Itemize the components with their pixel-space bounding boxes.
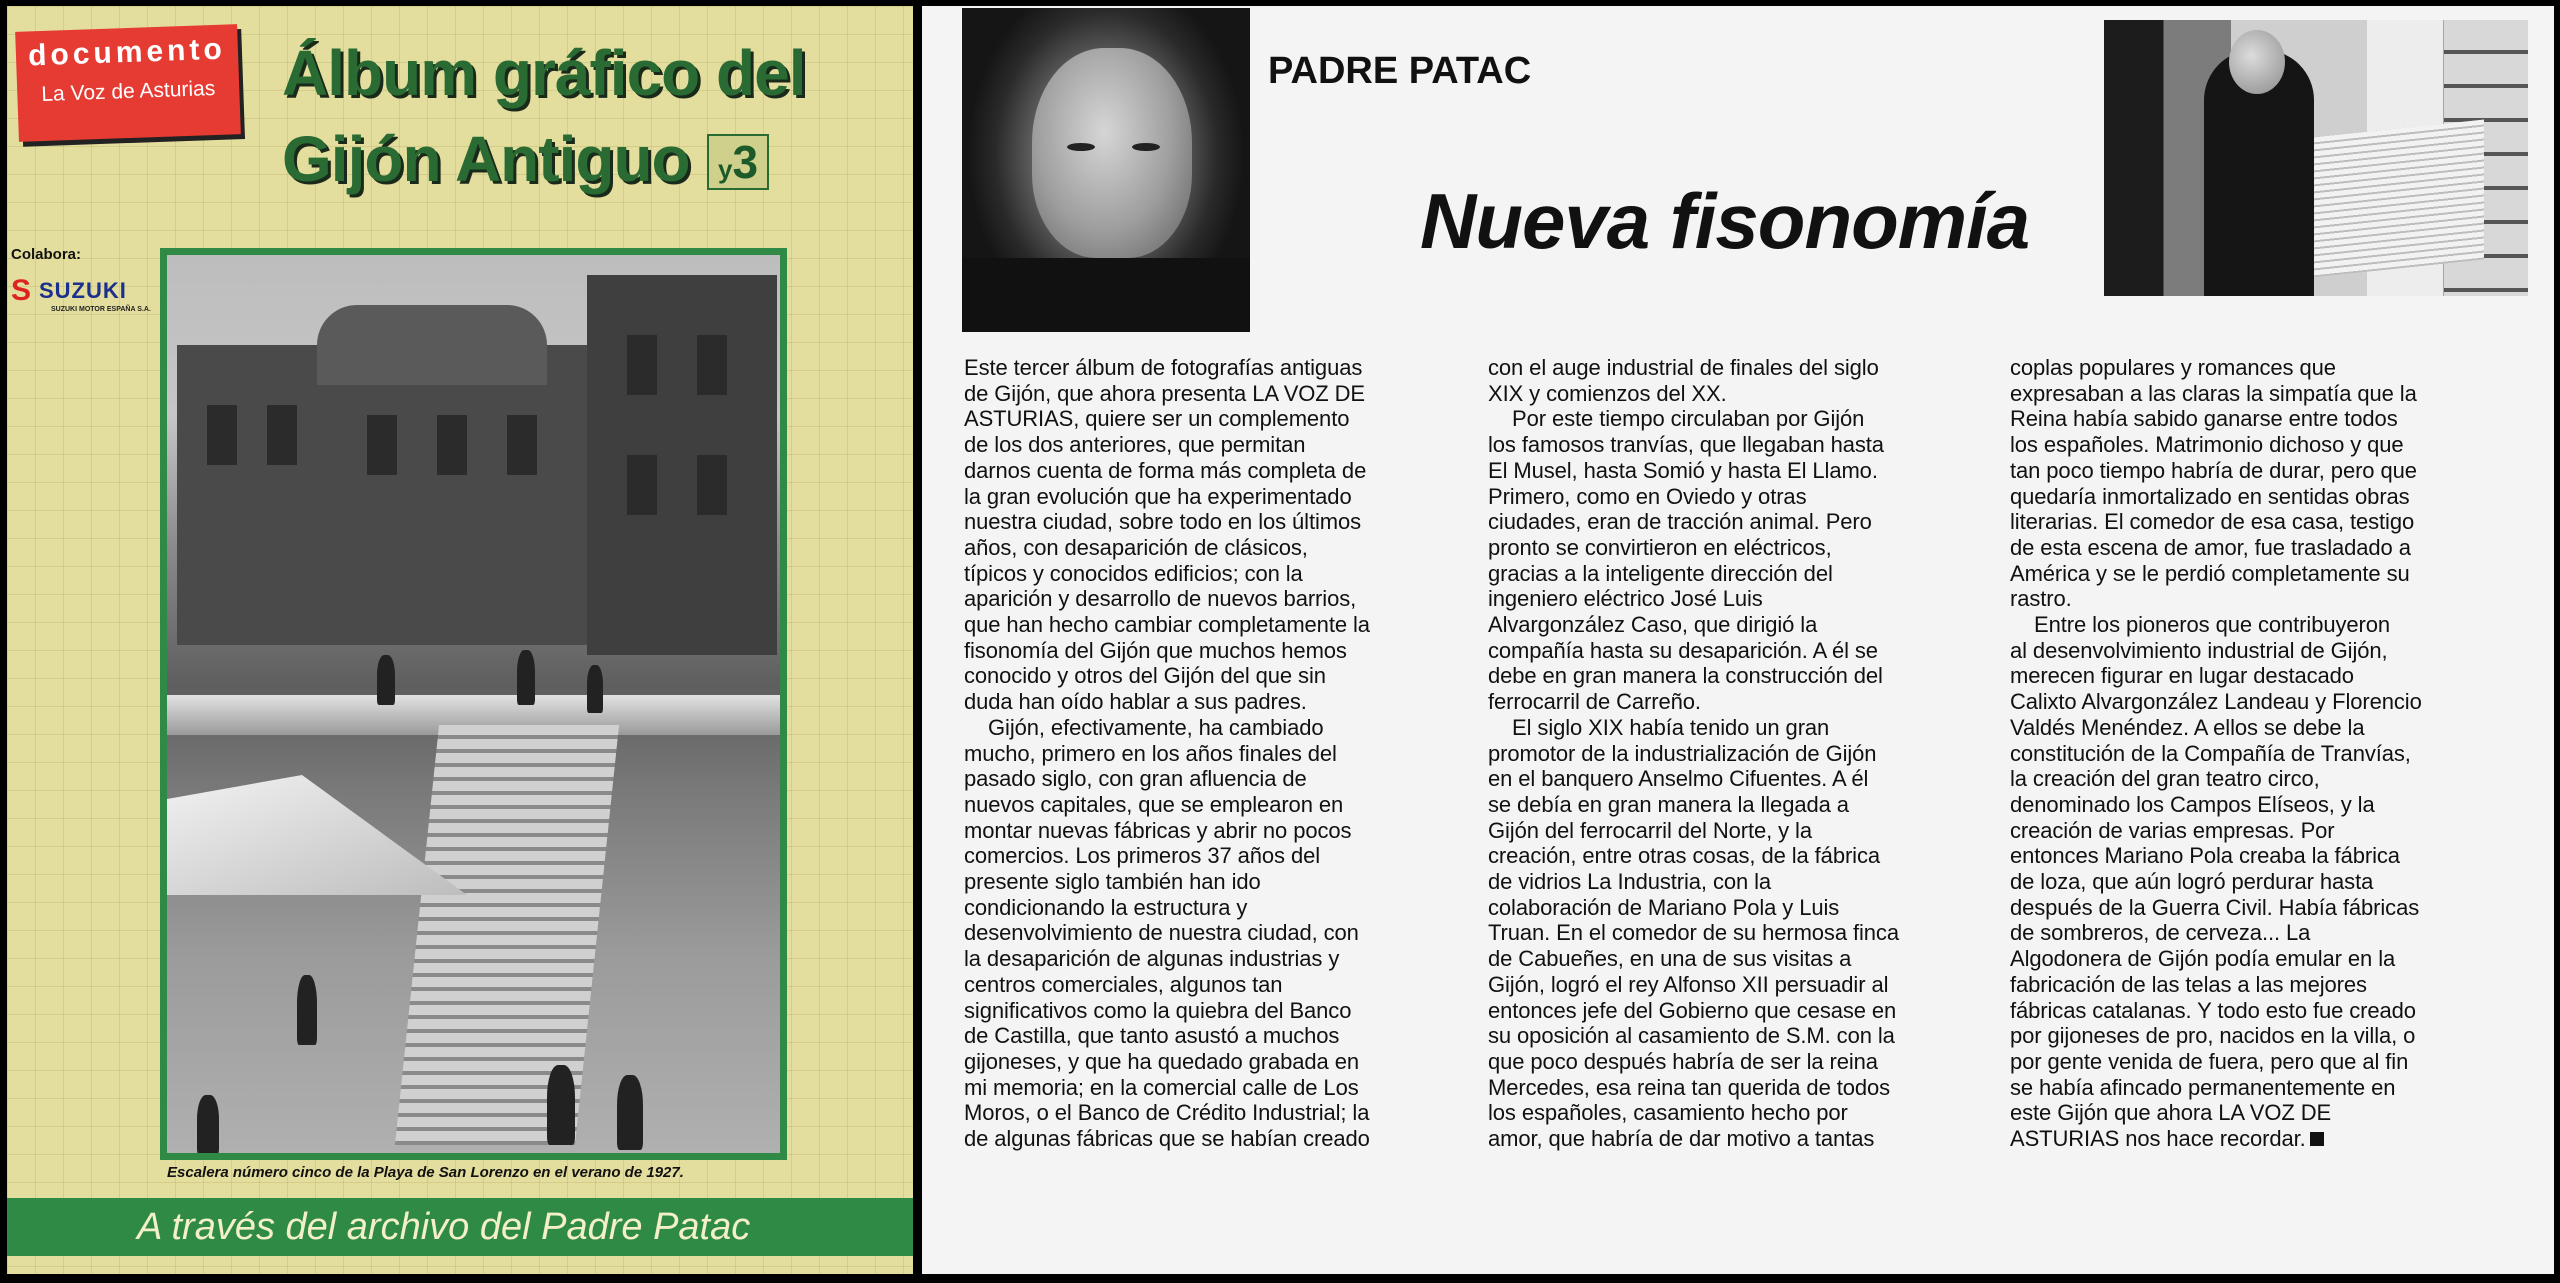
sponsor-logo xyxy=(11,276,161,326)
historic-photo-frame xyxy=(160,248,787,1160)
sponsor-label: Colabora: xyxy=(11,246,82,263)
cover-page xyxy=(7,6,913,1274)
article-column-1: Este tercer álbum de fotografías antiguas de Gijón, que ahora presenta LA VOZ DE ASTURIAS, quiere ser un complemento de los dos anteriores, que permitan darnos cuenta de forma más completa de la gran evolución que ha experimentado nuestra ciudad, sobre todo en los últimos años, con desaparición de clásicos, típicos y conocidos edificios; con la aparición y desarrollo de nuevos barrios, que han hecho cambiar completamente la fisonomía del Gijón que muchos hemos conocido y otros del Gijón del que sin duda han oído hablar a sus padres. Gijón, efectivamente, ha cambiado mucho, primero en los años finales del pasado siglo, con gran afluencia de nuevos capitales, que se emplearon en montar nuevas fábricas y abrir no pocos comercios. Los primeros 37 años del presente siglo también han ido condicionando la estructura y desenvolvimiento de nuestra ciudad, con la desaparición de algunas industrias y centros comerciales, algunos tan significativos como la quiebra del Banco de Castilla, que tanto asustó a muchos gijoneses, y que ha quedado grabada en mi memoria; en la comercial calle de Los Moros, o el Banco de Crédito Industrial; la de algunas fábricas que se habían creado xyxy=(964,355,1370,1152)
volume-prefix: y xyxy=(717,154,733,184)
suzuki-s-icon: S xyxy=(11,274,32,307)
cover-title-line1: Álbum gráfico del xyxy=(282,37,806,109)
archive-reading-photo xyxy=(2104,20,2528,296)
article-column-3-text: coplas populares y romances que expresaban a las claras la simpatía que la Reina había sabido ganarse entre todos los españoles. Matrimonio dichoso y que tan poco tiempo habría de durar, pero que quedaría inmortalizado en sentidas obras literarias. El comedor de esa casa, testigo de esta escena de amor, fue trasladado a América y se le perdió completamente su rastro. Entre los pioneros que contribuyeron al desenvolvimiento industrial de Gijón, merecen figurar en lugar destacado Calixto Alvargonzález Landeau y Florencio Valdés Menéndez. A ellos se debe la constitución de la Compañía de Tranvías, la creación del gran teatro circo, denominado los Campos Elíseos, y la creación de varias empresas. Por entonces Mariano Pola creaba la fábrica de loza, que aún logró perdurar hasta después de la Guerra Civil. Había fábricas de sombreros, de cerveza... La Algodonera de Gijón podía emular en la fabricación de las telas a las mejores fábricas catalanas. Y todo esto fue creado por gijoneses de pro, nacidos en la villa, o por gente venida de fuera, pero que al fin se había afincado permanentemente en este Gijón que ahora LA VOZ DE ASTURIAS nos hace recordar. xyxy=(2010,355,2422,1152)
end-of-article-mark xyxy=(2310,1132,2324,1146)
badge-top-text: documento xyxy=(27,32,227,73)
sponsor-subtitle: SUZUKI MOTOR ESPAÑA S.A. xyxy=(51,306,151,313)
historic-stairs-photo xyxy=(167,255,780,1153)
sponsor-name: SUZUKI xyxy=(39,278,127,303)
article-column-3 xyxy=(2010,355,2498,1152)
photo-caption: Escalera número cinco de la Playa de San Lorenzo en el verano de 1927. xyxy=(167,1164,684,1181)
volume-number: 3 xyxy=(732,136,759,188)
article-page xyxy=(922,6,2554,1274)
documento-badge xyxy=(15,24,241,142)
padre-patac-portrait xyxy=(962,8,1250,332)
cover-title-line2: Gijón Antiguo xyxy=(282,123,690,195)
cover-band-title: A través del archivo del Padre Patac xyxy=(7,1198,913,1256)
article-headline: Nueva fisonomía xyxy=(1420,177,2030,265)
article-kicker: PADRE PATAC xyxy=(1268,50,1532,92)
badge-publisher: La Voz de Asturias xyxy=(40,76,216,107)
volume-badge xyxy=(707,134,769,190)
article-column-2: con el auge industrial de finales del siglo XIX y comienzos del XX. Por este tiempo circulaban por Gijón los famosos tranvías, que llegaban hasta El Musel, hasta Somió y hasta El Llamo. Primero, como en Oviedo y otras ciudades, eran de tracción animal. Pero pronto se convirtieron en eléctricos, gracias a la inteligente dirección del ingeniero eléctrico José Luis Alvargonzález Caso, que dirigió la compañía hasta su desaparición. A él se debe en gran manera la construcción del ferrocarril de Carreño. El siglo XIX había tenido un gran promotor de la industrialización de Gijón en el banquero Anselmo Cifuentes. A él se debía en gran manera la llegada a Gijón del ferrocarril del Norte, y la creación, entre otras cosas, de la fábrica de vidrios La Industria, con la colaboración de Mariano Pola y Luis Truan. En el comedor de su hermosa finca de Cabueñes, en una de sus visitas a Gijón, logró el rey Alfonso XII persuadir al entonces jefe del Gobierno que cesase en su oposición al casamiento de S.M. con la que poco después habría de ser la reina Mercedes, esa reina tan querida de todos los españoles, casamiento hecho por amor, que habría de dar motivo a tantas xyxy=(1488,355,1899,1152)
